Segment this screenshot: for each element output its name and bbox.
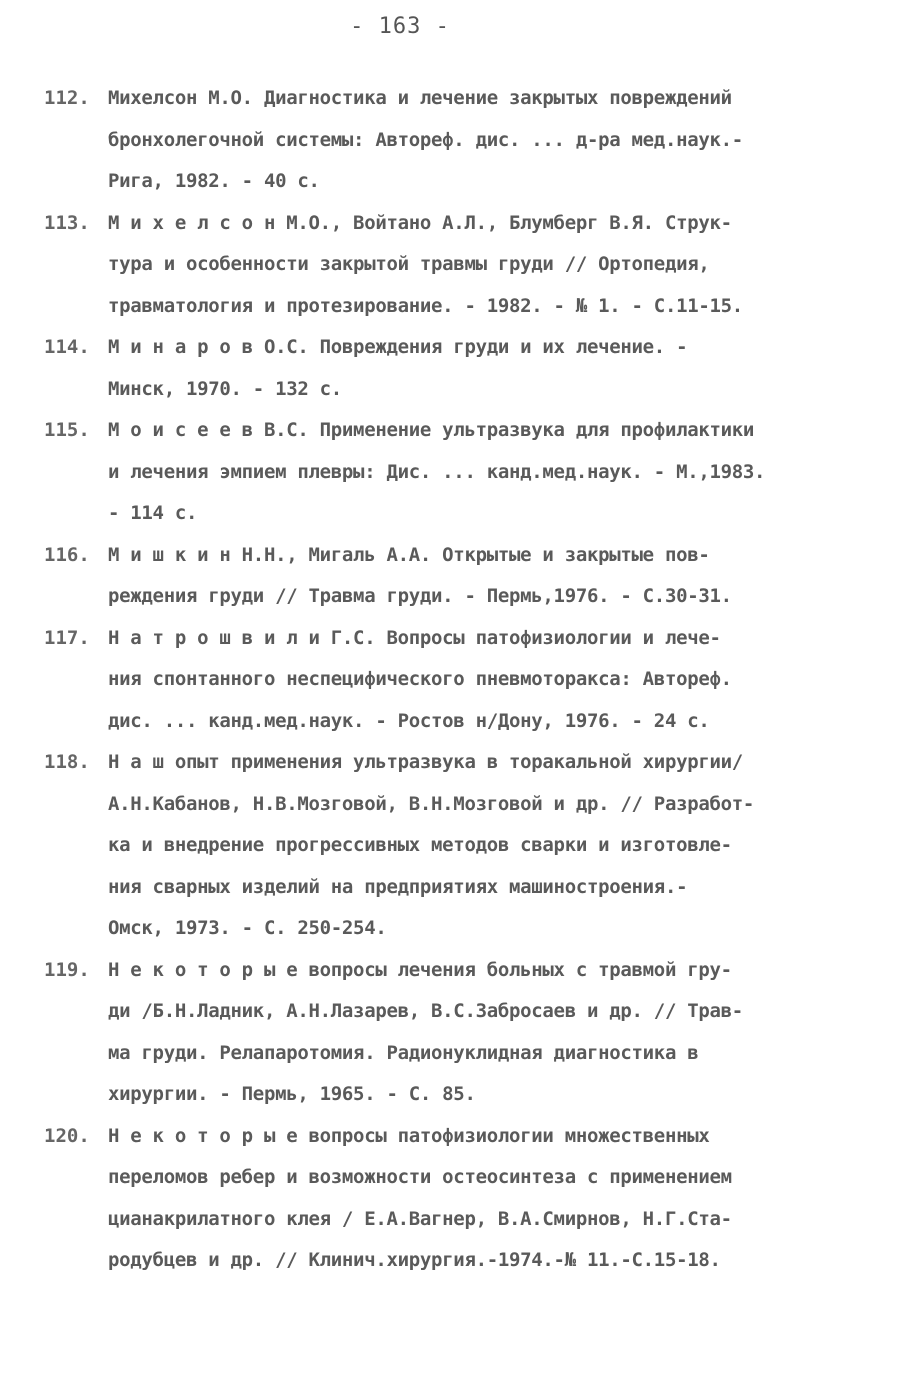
bibliography-entry [44, 327, 874, 410]
bibliography-entry [44, 742, 874, 950]
entry-text-line: Омск, 1973. - С. 250-254. [108, 917, 387, 939]
entry-text-line: ка и внедрение прогрессивных методов сварки и изготовле- [108, 834, 732, 856]
entry-text-line: ния сварных изделий на предприятиях машиностроения.- [108, 875, 688, 898]
entry-text-line: бронхолегочной системы: Автореф. дис. ... д-ра мед.наук.- [108, 128, 743, 151]
entry-text-line: А.Н.Кабанов, Н.В.Мозговой, В.Н.Мозговой и др. // Разработ- [108, 792, 755, 815]
entry-number: 117. [44, 626, 90, 649]
entry-text-line: и лечения эмпием плевры: Дис. ... канд.мед.наук. - М.,1983. [108, 460, 766, 483]
entry-text-line: М о и с е е в В.С. Применение ультразвука для профилактики [108, 419, 755, 441]
entry-text-line: хирургии. - Пермь, 1965. - С. 85. [108, 1083, 476, 1105]
entry-text-line: Н а т р о ш в и л и Г.С. Вопросы патофизиологии и лече- [108, 626, 721, 649]
bibliography-entry [44, 410, 874, 535]
entry-text-line: Минск, 1970. - 132 с. [108, 377, 342, 400]
entry-text-line: переломов ребер и возможности остеосинтеза с применением [108, 1166, 732, 1188]
entry-text-line: цианакрилатного клея / Е.А.Вагнер, В.А.Смирнов, Н.Г.Ста- [108, 1207, 732, 1230]
entry-text-line: реждения груди // Травма груди. - Пермь,1976. - С.30-31. [108, 585, 732, 607]
bibliography-entry [44, 1116, 874, 1282]
entry-text-line: ния спонтанного неспецифического пневмоторакса: Автореф. [108, 668, 732, 690]
entry-number: 113. [44, 211, 90, 234]
entry-number: 119. [44, 958, 90, 981]
entry-text-line: Н е к о т о р ы е вопросы патофизиологии множественных [108, 1124, 710, 1147]
page-number: - 163 - [350, 14, 450, 39]
entry-text-line: М и х е л с о н М.О., Войтано А.Л., Блумберг В.Я. Струк- [108, 211, 732, 234]
entry-number: 120. [44, 1124, 90, 1147]
bibliography-entry [44, 950, 874, 1116]
bibliography-entry [44, 203, 874, 328]
entry-text-line: ди /Б.Н.Ладник, А.Н.Лазарев, В.С.Забросаев и др. // Трав- [108, 1000, 743, 1022]
entry-text-line: Михелсон М.О. Диагностика и лечение закрытых повреждений [108, 87, 732, 109]
entry-text-line: - 114 с. [108, 502, 198, 524]
entry-text-line: М и ш к и н Н.Н., Мигаль А.А. Открытые и закрытые пов- [108, 543, 710, 566]
entry-text-line: родубцев и др. // Клинич.хирургия.-1974.-№ 11.-С.15-18. [108, 1249, 721, 1271]
bibliography-entry [44, 78, 874, 203]
bibliography-list [44, 78, 874, 1282]
bibliography-entry [44, 618, 874, 743]
entry-number: 114. [44, 336, 90, 358]
entry-text-line: ма груди. Релапаротомия. Радионуклидная диагностика в [108, 1041, 699, 1064]
entry-text-line: Н а ш опыт применения ультразвука в торакальной хирургии/ [108, 751, 743, 773]
entry-text-line: Н е к о т о р ы е вопросы лечения больных с травмой гру- [108, 958, 732, 981]
entry-number: 115. [44, 419, 90, 441]
entry-text-line: М и н а р о в О.С. Повреждения груди и их лечение. - [108, 336, 688, 358]
entry-text-line: дис. ... канд.мед.наук. - Ростов н/Дону, 1976. - 24 с. [108, 709, 710, 732]
entry-number: 118. [44, 751, 90, 773]
entry-text-line: Рига, 1982. - 40 с. [108, 170, 320, 192]
entry-number: 112. [44, 87, 90, 109]
bibliography-entry [44, 535, 874, 618]
entry-text-line: тура и особенности закрытой травмы груди // Ортопедия, [108, 253, 710, 275]
entry-text-line: травматология и протезирование. - 1982. - № 1. - С.11-15. [108, 294, 743, 317]
entry-number: 116. [44, 543, 90, 566]
